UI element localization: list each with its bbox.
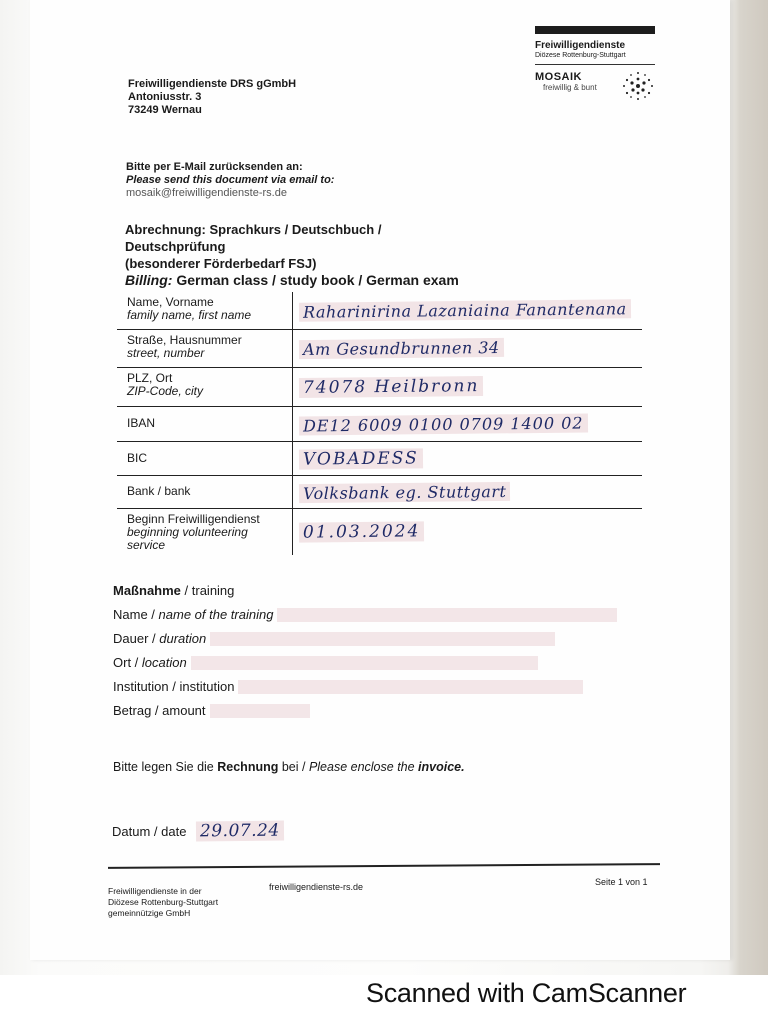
bank-field[interactable] bbox=[292, 476, 642, 508]
label-de: Bank / bank bbox=[127, 484, 191, 498]
enclose-invoice-note bbox=[113, 760, 465, 774]
sender-org: Freiwilligendienste DRS gGmbH bbox=[128, 78, 297, 90]
street-field[interactable] bbox=[292, 330, 642, 367]
duration-label-de: Dauer / bbox=[113, 631, 156, 646]
handwritten-value: Am Gesundbrunnen 34 bbox=[299, 338, 504, 359]
location-label-de: Ort / bbox=[113, 655, 139, 670]
mosaik-tagline: freiwillig & bunt bbox=[543, 83, 597, 92]
label-en: ZIP-Code, city bbox=[127, 384, 204, 398]
training-amount-field[interactable] bbox=[210, 704, 310, 718]
location-label-en: location bbox=[141, 655, 187, 670]
title-line-1: Abrechnung: Sprachkurs / Deutschbuch / bbox=[125, 222, 382, 237]
training-institution-line bbox=[113, 675, 617, 699]
date-row bbox=[112, 821, 284, 841]
enclose-de-bold: Rechnung bbox=[217, 760, 279, 774]
label-de: PLZ, Ort bbox=[127, 371, 173, 385]
enclose-en-bold: invoice. bbox=[418, 760, 465, 774]
name-field[interactable] bbox=[292, 292, 642, 329]
org-logo bbox=[535, 26, 655, 105]
mosaik-brand bbox=[535, 71, 655, 105]
row-label bbox=[117, 407, 292, 441]
label-de: Straße, Hausnummer bbox=[127, 333, 242, 347]
date-field[interactable]: 29.07.24 bbox=[196, 821, 284, 842]
camscanner-watermark: Scanned with CamScanner bbox=[366, 978, 687, 1008]
training-amount-line bbox=[113, 699, 617, 723]
start-date-field[interactable] bbox=[292, 509, 642, 555]
training-duration-field[interactable] bbox=[210, 632, 555, 646]
footer-org-3: gemeinnützige GmbH bbox=[108, 908, 191, 918]
training-location-line bbox=[113, 651, 617, 675]
row-street bbox=[117, 330, 642, 368]
sender-city: 73249 Wernau bbox=[128, 104, 202, 116]
bic-field[interactable] bbox=[292, 442, 642, 475]
contact-email[interactable]: mosaik@freiwilligendienste-rs.de bbox=[126, 187, 287, 199]
name-label-de: Name / bbox=[113, 607, 155, 622]
handwritten-value: DE12 6009 0100 0709 1400 02 bbox=[299, 413, 588, 435]
label-de: BIC bbox=[127, 451, 148, 465]
training-heading bbox=[113, 579, 617, 603]
institution-label-de: Institution / bbox=[113, 679, 176, 694]
footer-website[interactable]: freiwilligendienste-rs.de bbox=[269, 882, 364, 892]
row-label bbox=[117, 292, 292, 329]
handwritten-value: Volksbank eg. Stuttgart bbox=[299, 481, 511, 502]
institution-label-en: institution bbox=[179, 679, 235, 694]
footer-org-1: Freiwilligendienste in der bbox=[108, 886, 202, 896]
instructions-en: Please send this document via email to: bbox=[126, 174, 335, 186]
iban-field[interactable] bbox=[292, 407, 642, 441]
logo-sub: Diözese Rottenburg-Stuttgart bbox=[535, 52, 626, 59]
row-name bbox=[117, 292, 642, 330]
row-label bbox=[117, 442, 292, 475]
sender-address bbox=[128, 78, 296, 117]
page-number: Seite 1 von 1 bbox=[595, 877, 648, 887]
title-en-label: Billing: bbox=[125, 272, 173, 288]
footer-org-2: Diözese Rottenburg-Stuttgart bbox=[108, 897, 219, 907]
heading-de: Maßnahme bbox=[113, 583, 181, 598]
training-duration-line bbox=[113, 627, 617, 651]
handwritten-value: 74078 Heilbronn bbox=[299, 376, 484, 398]
row-city bbox=[117, 368, 642, 407]
label-en: family name, first name bbox=[127, 308, 252, 322]
row-label bbox=[117, 330, 292, 367]
instructions-de: Bitte per E-Mail zurücksenden an: bbox=[126, 161, 303, 173]
logo-bar bbox=[535, 26, 655, 34]
sender-street: Antoniusstr. 3 bbox=[128, 91, 202, 103]
row-iban bbox=[117, 407, 642, 442]
row-label bbox=[117, 476, 292, 508]
heading-en: / training bbox=[184, 583, 235, 598]
enclose-de-1: Bitte legen Sie die bbox=[113, 760, 218, 774]
duration-label-en: duration bbox=[159, 631, 207, 646]
training-name-field[interactable] bbox=[277, 608, 617, 622]
row-bic bbox=[117, 442, 642, 476]
mosaik-name: MOSAIK bbox=[535, 71, 582, 83]
label-en: street, number bbox=[127, 346, 205, 360]
training-section bbox=[113, 579, 617, 723]
handwritten-value: 01.03.2024 bbox=[299, 521, 425, 542]
row-label bbox=[117, 368, 292, 406]
handwritten-value: Raharinirina Lazaniaina Fanantenana bbox=[299, 299, 631, 321]
city-field[interactable] bbox=[292, 368, 642, 406]
return-instructions bbox=[126, 161, 334, 200]
label-de: Beginn Freiwilligendienst bbox=[127, 512, 260, 526]
date-label: Datum / date bbox=[112, 823, 187, 839]
enclose-en: Please enclose the bbox=[308, 760, 419, 774]
footer-org bbox=[108, 886, 218, 919]
title-line-2: Deutschprüfung bbox=[125, 239, 226, 254]
enclose-de-2: bei / bbox=[278, 760, 309, 774]
amount-label-de: Betrag / bbox=[113, 703, 159, 718]
row-bank bbox=[117, 476, 642, 509]
title-english bbox=[125, 272, 459, 289]
logo-rule bbox=[535, 64, 655, 65]
title-line-3: (besonderer Förderbedarf FSJ) bbox=[125, 256, 317, 271]
training-institution-field[interactable] bbox=[238, 680, 583, 694]
training-name-line bbox=[113, 603, 617, 627]
logo-org: Freiwilligendienste bbox=[535, 40, 626, 51]
training-location-field[interactable] bbox=[191, 656, 538, 670]
row-start-date bbox=[117, 509, 642, 555]
amount-label-en: amount bbox=[162, 703, 206, 718]
title-en-rest: German class / study book / German exam bbox=[176, 272, 459, 288]
name-label-en: name of the training bbox=[158, 607, 274, 622]
document-title bbox=[125, 221, 459, 289]
label-de: Name, Vorname bbox=[127, 295, 214, 309]
mosaik-dots-icon bbox=[621, 71, 655, 101]
personal-data-table bbox=[117, 292, 642, 555]
handwritten-value: VOBADESS bbox=[299, 448, 423, 469]
label-en: beginning volunteering service bbox=[127, 525, 248, 552]
row-label bbox=[117, 509, 292, 555]
label-de: IBAN bbox=[127, 416, 156, 430]
